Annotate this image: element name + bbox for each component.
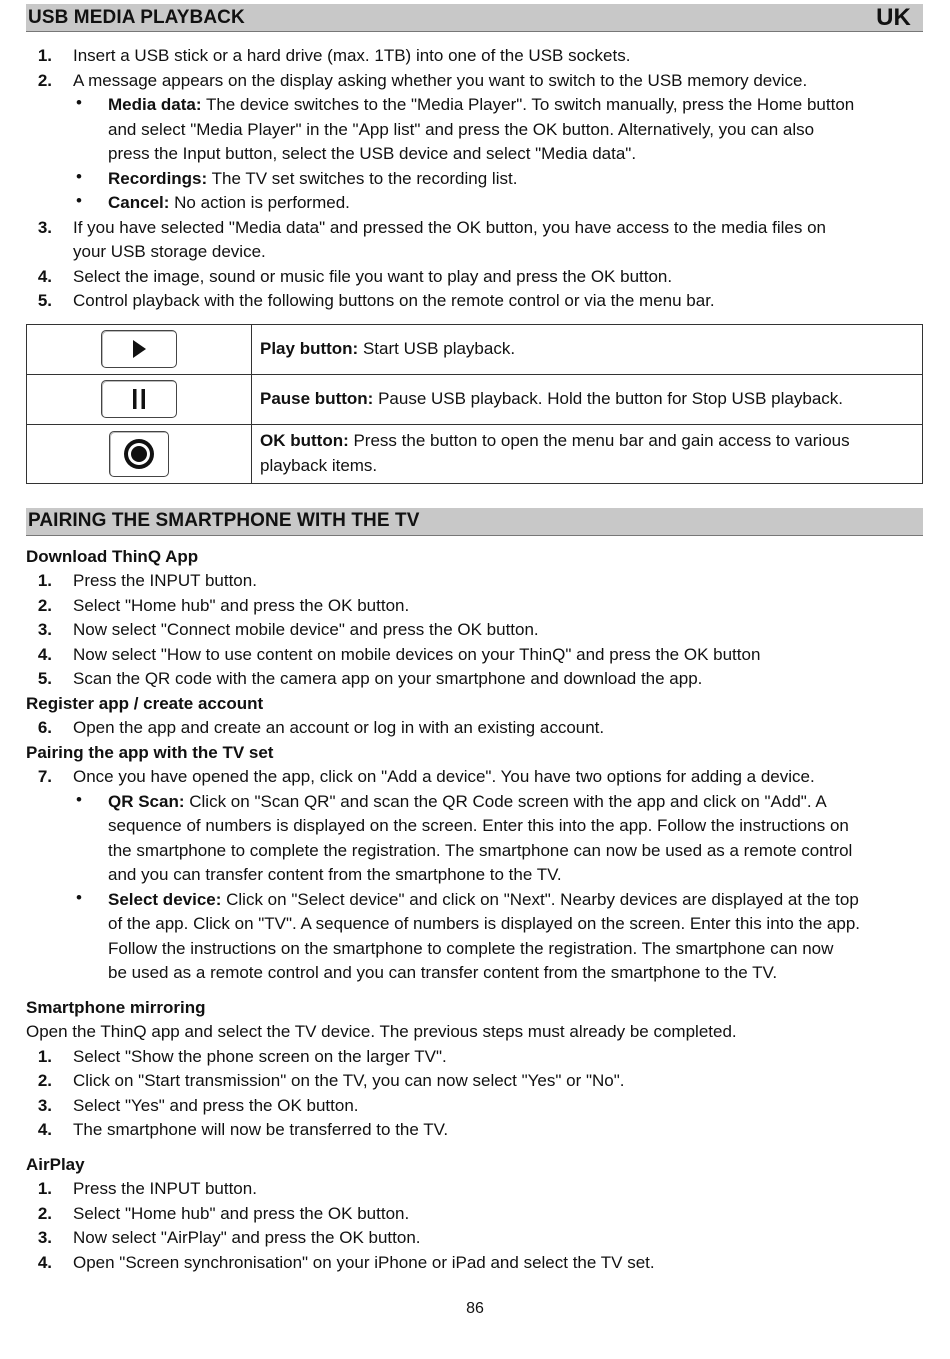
- subheading-mirroring: Smartphone mirroring: [26, 997, 206, 1017]
- step-number: 2.: [37, 1071, 52, 1090]
- bullet-text: and select "Media Player" in the "App list" and press the OK button. Alternatively, you can also: [108, 119, 815, 139]
- key-label: OK button:: [260, 431, 349, 450]
- remote-buttons-table: [26, 324, 923, 484]
- airplay-step-4: [26, 1251, 923, 1276]
- step-text: Control playback with the following buttons on the remote control or via the menu bar.: [73, 291, 715, 310]
- mirror-step-3: [26, 1094, 923, 1119]
- pairing-step-7: [26, 765, 923, 790]
- mirror-step-2: [26, 1069, 923, 1094]
- key-text: playback items.: [260, 455, 378, 475]
- step-number: 6.: [37, 718, 52, 737]
- step-number: 1.: [37, 46, 52, 65]
- usb-step-1: [26, 44, 923, 69]
- bullet-qr-scan: [26, 790, 923, 888]
- airplay-step-2: [26, 1202, 923, 1227]
- download-step-4: [26, 643, 923, 668]
- step-text: Select the image, sound or music file you want to play and press the OK button.: [73, 266, 673, 286]
- bullet-text: of the app. Click on "TV". A sequence of numbers is displayed on the screen. Enter this into the app.: [108, 914, 861, 933]
- mirror-step-1: [26, 1045, 923, 1070]
- usb-step-5: [26, 289, 923, 314]
- usb-step-2: [26, 69, 923, 94]
- bullet-label: QR Scan:: [108, 791, 185, 811]
- step-text: Select "Home hub" and press the OK button.: [73, 1203, 410, 1223]
- bullet-text: and you can transfer content from the smartphone to the TV.: [108, 865, 562, 884]
- step-text: The smartphone will now be transferred to the TV.: [73, 1120, 449, 1139]
- step-number: 4.: [37, 644, 52, 664]
- step-text: Select "Show the phone screen on the larger TV".: [73, 1046, 447, 1066]
- airplay-step-1: [26, 1177, 923, 1202]
- download-step-5: [26, 667, 923, 692]
- step-text: Now select "AirPlay" and press the OK button.: [73, 1228, 421, 1247]
- step-text: Once you have opened the app, click on "Add a device". You have two options for adding a device.: [73, 767, 815, 786]
- step-number: 2.: [37, 595, 52, 615]
- mirroring-intro: Open the ThinQ app and select the TV device. The previous steps must already be completed.: [26, 1022, 737, 1041]
- register-step-6: [26, 716, 923, 741]
- key-text: Press the button to open the menu bar and gain access to various: [348, 431, 850, 450]
- bullet-text: Follow the instructions on the smartphone to complete the registration. The smartphone can now: [108, 938, 834, 958]
- download-step-2: [26, 594, 923, 619]
- step-text: Open the app and create an account or log in with an existing account.: [73, 718, 605, 737]
- step-number: 5.: [37, 669, 52, 688]
- bullet-icon: •: [76, 191, 82, 210]
- step-text: Select "Yes" and press the OK button.: [73, 1095, 359, 1115]
- language-code: UK: [876, 3, 911, 31]
- play-button-icon: [101, 330, 177, 368]
- bullet-label: Cancel:: [108, 193, 170, 212]
- step-number: 3.: [37, 1228, 52, 1247]
- step-text: Select "Home hub" and press the OK button.: [73, 595, 410, 615]
- subheading-pairing: Pairing the app with the TV set: [26, 742, 274, 762]
- step-text: Now select "How to use content on mobile devices on your ThinQ" and press the OK button: [73, 644, 761, 664]
- bullet-text: sequence of numbers is displayed on the screen. Enter this into the app. Follow the instructions on: [108, 816, 849, 835]
- key-text: Start USB playback.: [358, 338, 516, 358]
- step-number: 3.: [37, 1095, 52, 1115]
- bullet-text: Click on "Scan QR" and scan the QR Code screen with the app and click on "Add". A: [184, 791, 827, 811]
- step-text: your USB storage device.: [73, 242, 266, 261]
- bullet-text: the smartphone to complete the registration. The smartphone can now be used as a remote control: [108, 840, 853, 860]
- download-step-1: [26, 569, 923, 594]
- step-text: Click on "Start transmission" on the TV, you can now select "Yes" or "No".: [73, 1071, 625, 1090]
- bullet-label: Recordings:: [108, 168, 208, 188]
- step-number: 7.: [37, 767, 52, 786]
- table-row: [27, 424, 923, 483]
- step-text: Open "Screen synchronisation" on your iPhone or iPad and select the TV set.: [73, 1252, 655, 1272]
- step-number: 1.: [37, 571, 52, 590]
- step-number: 4.: [37, 1120, 52, 1139]
- subheading-airplay: AirPlay: [26, 1154, 85, 1174]
- step-number: 2.: [37, 1203, 52, 1223]
- usb-step-4: [26, 265, 923, 290]
- step-number: 2.: [37, 70, 52, 90]
- pairing-section-header: [26, 508, 923, 536]
- bullet-text: The device switches to the "Media Player". To switch manually, press the Home button: [201, 95, 855, 114]
- bullet-icon: •: [76, 166, 82, 186]
- step-number: 3.: [37, 217, 52, 237]
- bullet-text: The TV set switches to the recording list.: [207, 168, 518, 188]
- bullet-icon: •: [76, 789, 82, 809]
- bullet-select-device: [26, 888, 923, 986]
- step-text: Press the INPUT button.: [73, 571, 257, 590]
- bullet-recordings: [26, 167, 923, 192]
- bullet-text: be used as a remote control and you can transfer content from the smartphone to the TV.: [108, 963, 778, 982]
- airplay-step-3: [26, 1226, 923, 1251]
- bullet-text: press the Input button, select the USB device and select "Media data".: [108, 144, 637, 163]
- step-number: 5.: [37, 291, 52, 310]
- step-text: Now select "Connect mobile device" and press the OK button.: [73, 620, 539, 639]
- step-number: 4.: [37, 1252, 52, 1272]
- pairing-section-title: PAIRING THE SMARTPHONE WITH THE TV: [28, 510, 420, 531]
- bullet-cancel: [26, 191, 923, 216]
- usb-section-title: USB MEDIA PLAYBACK: [28, 6, 245, 28]
- bullet-label: Media data:: [108, 95, 202, 114]
- key-label: Pause button:: [260, 388, 374, 408]
- ok-button-icon: [109, 431, 169, 477]
- subheading-register: Register app / create account: [26, 693, 264, 713]
- bullet-text: No action is performed.: [169, 193, 350, 212]
- step-number: 1.: [37, 1179, 52, 1198]
- step-text: If you have selected "Media data" and pressed the OK button, you have access to the media files on: [73, 217, 826, 237]
- bullet-icon: •: [76, 93, 82, 112]
- step-text: Press the INPUT button.: [73, 1179, 257, 1198]
- download-step-3: [26, 618, 923, 643]
- key-text: Pause USB playback. Hold the button for Stop USB playback.: [373, 388, 843, 408]
- manual-page: [26, 4, 923, 1275]
- usb-section-header: [26, 4, 923, 32]
- bullet-text: Click on "Select device" and click on "Next". Nearby devices are displayed at the top: [221, 889, 859, 909]
- step-number: 3.: [37, 620, 52, 639]
- bullet-media-data: [26, 93, 923, 167]
- key-label: Play button:: [260, 338, 359, 358]
- step-text: Scan the QR code with the camera app on your smartphone and download the app.: [73, 669, 703, 688]
- table-row: [27, 374, 923, 424]
- pause-button-icon: [101, 380, 177, 418]
- page-number: 86: [466, 1300, 484, 1317]
- mirror-step-4: [26, 1118, 923, 1143]
- table-row: [27, 324, 923, 374]
- bullet-icon: •: [76, 887, 82, 907]
- step-text: Insert a USB stick or a hard drive (max. 1TB) into one of the USB sockets.: [73, 46, 631, 65]
- subheading-download: Download ThinQ App: [26, 546, 199, 566]
- usb-step-3: [26, 216, 923, 241]
- step-number: 1.: [37, 1046, 52, 1066]
- step-number: 4.: [37, 266, 52, 286]
- bullet-label: Select device:: [108, 889, 222, 909]
- step-text: A message appears on the display asking whether you want to switch to the USB memory device.: [73, 70, 808, 90]
